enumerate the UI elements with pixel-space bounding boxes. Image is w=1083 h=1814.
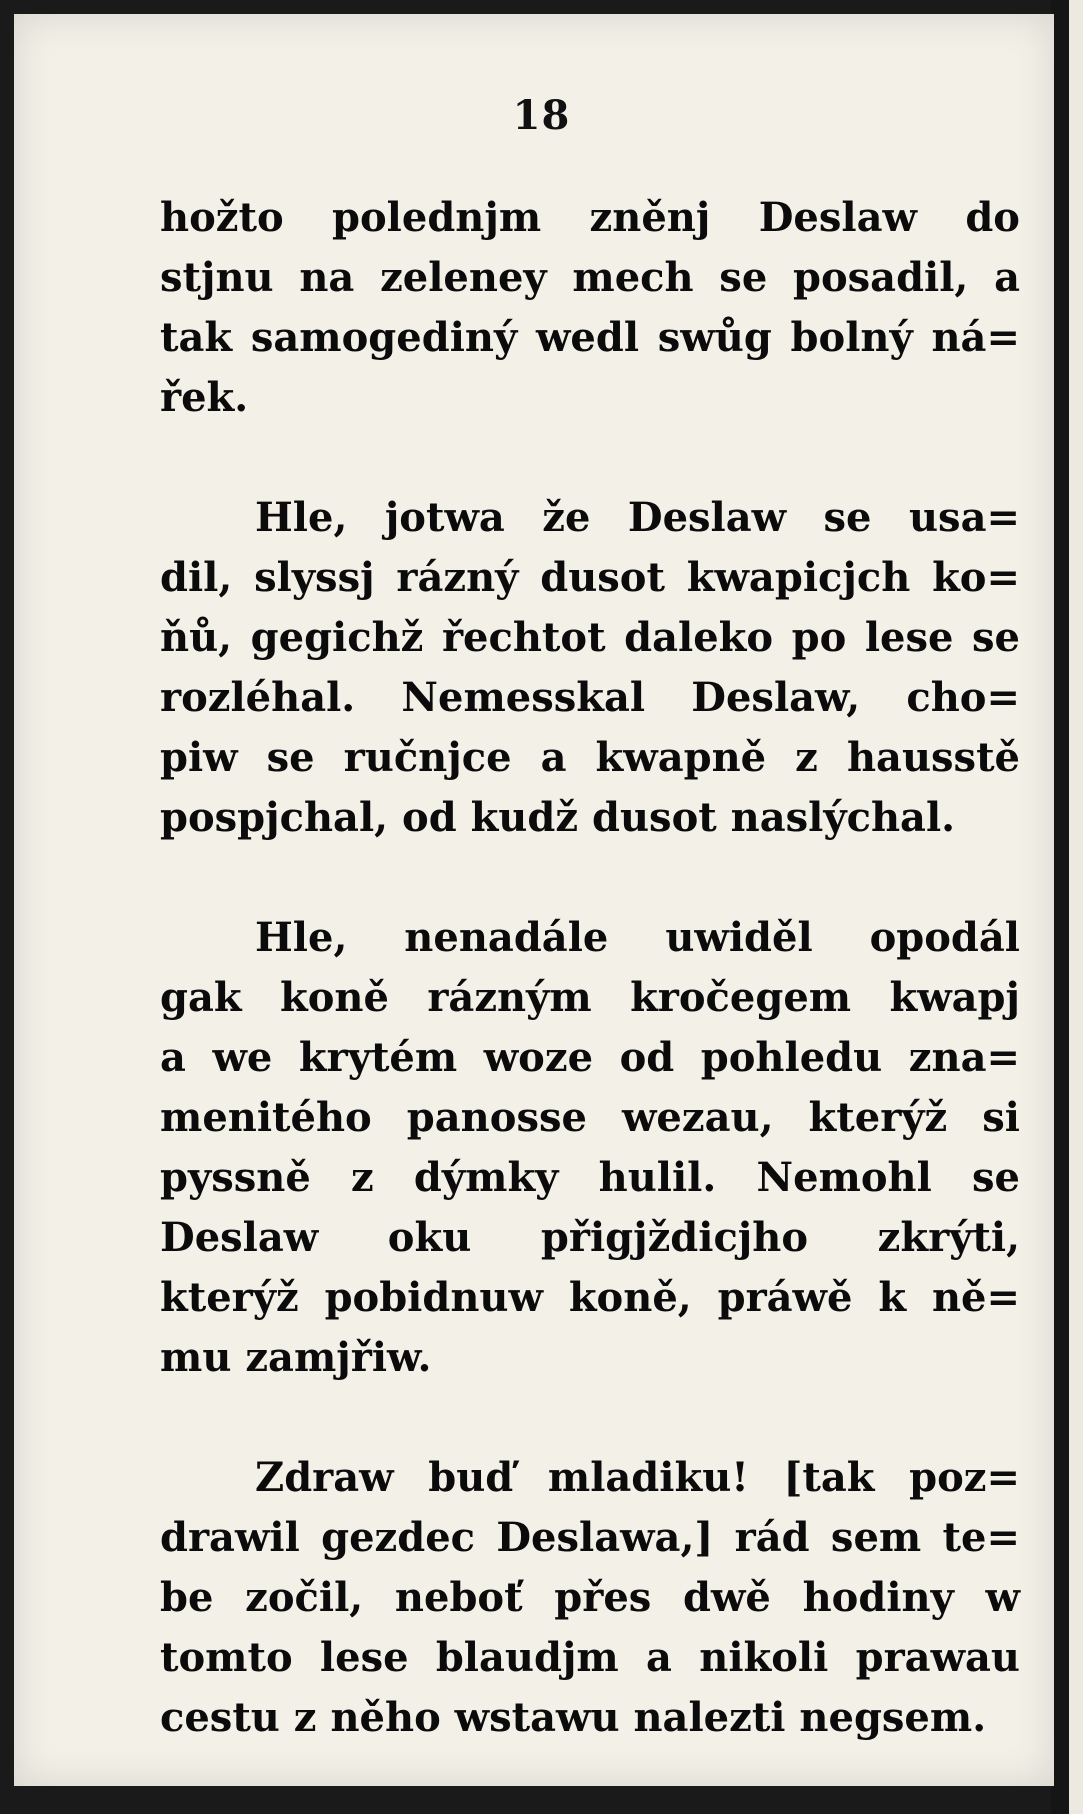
text-line: be zočil, neboť přes dwě hodiny w: [160, 1574, 1020, 1621]
scan-edge-light: [1069, 0, 1083, 1814]
text-line: Hle, jotwa že Deslaw se usa=: [255, 494, 1020, 541]
text-line: a we krytém woze od pohledu zna=: [160, 1034, 1020, 1081]
page-number: 18: [512, 92, 571, 139]
text-line: ňů, gegichž řechtot daleko po lese se: [160, 614, 1020, 661]
paragraph-1: [160, 188, 1020, 428]
text-line: cestu z něho wstawu nalezti negsem.: [160, 1694, 987, 1741]
text-line: stjnu na zeleney mech se posadil, a: [160, 254, 1020, 301]
text-line: Deslaw oku přigjždicjho zkrýti,: [160, 1214, 1020, 1261]
text-line: tomto lese blaudjm a nikoli prawau: [160, 1634, 1020, 1681]
text-line: menitého panosse wezau, kterýž si: [160, 1094, 1020, 1141]
text-line: mu zamjřiw.: [160, 1334, 432, 1381]
text-line: dil, slyssj rázný dusot kwapicjch ko=: [160, 554, 1020, 601]
text-line: Zdraw buď mladiku! [tak poz=: [255, 1454, 1020, 1501]
text-line: pospjchal, od kudž dusot naslýchal.: [160, 794, 956, 841]
paragraph-2: [160, 488, 1020, 848]
text-line: kterýž pobidnuw koně, práwě k ně=: [160, 1274, 1020, 1321]
text-line: gak koně rázným kročegem kwapj: [160, 974, 1020, 1021]
body-text: [160, 188, 1020, 1808]
paragraph-3: [160, 908, 1020, 1388]
text-line: tak samogediný wedl swůg bolný ná=: [160, 314, 1020, 361]
text-line: piw se ručnjce a kwapně z hausstě: [160, 734, 1020, 781]
paragraph-4: [160, 1448, 1020, 1748]
text-line: hožto polednjm zněnj Deslaw do: [160, 194, 1020, 241]
text-line: pyssně z dýmky hulil. Nemohl se: [160, 1154, 1020, 1201]
text-line: řek.: [160, 374, 249, 421]
text-line: rozléhal. Nemesskal Deslaw, cho=: [160, 674, 1020, 721]
text-line: Hle, nenadále uwiděl opodál: [255, 914, 1020, 961]
text-line: drawil gezdec Deslawa,] rád sem te=: [160, 1514, 1020, 1561]
